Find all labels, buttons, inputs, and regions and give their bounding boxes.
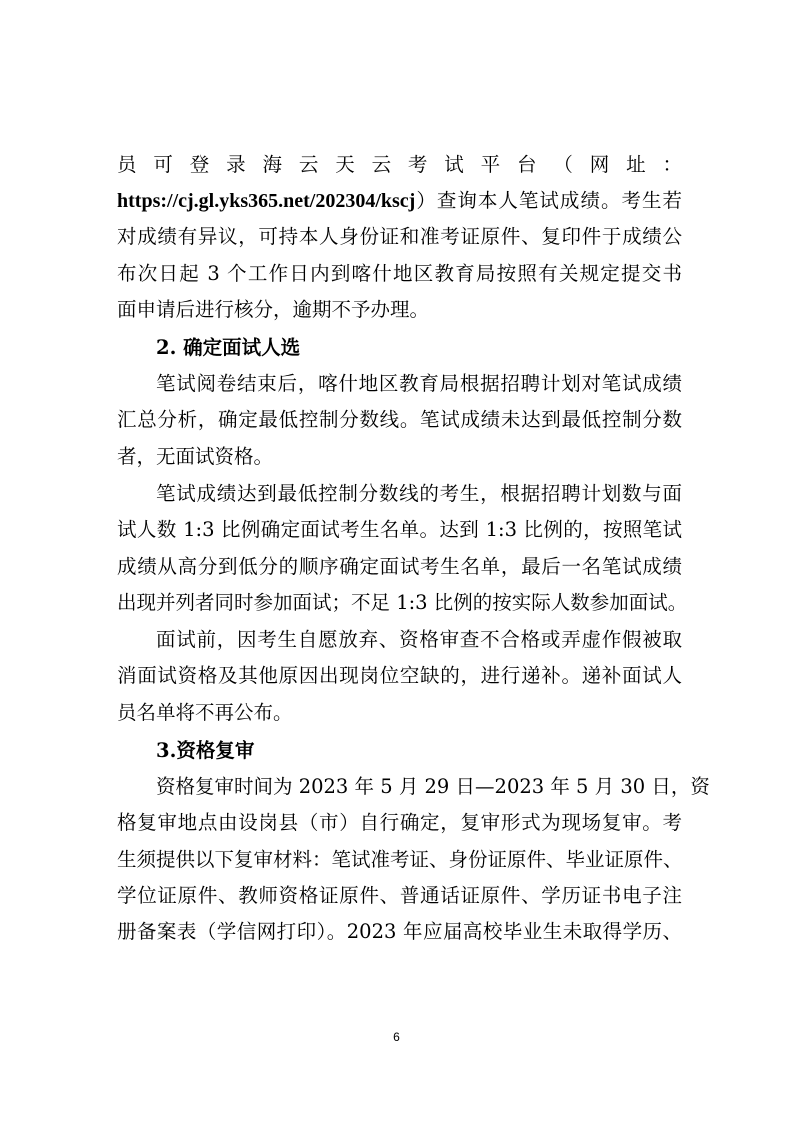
para1-line3: 对成绩有异议，可持本人身份证和准考证原件、复印件于成绩公 (117, 225, 682, 248)
para5-line1: 资格复审时间为 2023 年 5 月 29 日—2023 年 5 月 30 日，资 (156, 775, 710, 798)
para1-line2-rest: ）查询本人笔试成绩。考生若 (415, 189, 682, 212)
para5-line3: 生须提供以下复审材料：笔试准考证、身份证原件、毕业证原件、 (117, 848, 683, 871)
para4-line1: 面试前，因考生自愿放弃、资格审查不合格或弄虚作假被取 (156, 628, 682, 651)
para2-line2: 汇总分析，确定最低控制分数线。笔试成绩未达到最低控制分数 (117, 408, 682, 431)
score-query-url: https://cj.gl.yks365.net/202304/kscj (117, 190, 416, 212)
para1-line4: 布次日起 3 个工作日内到喀什地区教育局按照有关规定提交书 (117, 262, 682, 285)
section-heading-2: 2. 确定面试人选 (156, 336, 301, 359)
para4-line3: 员名单将不再公布。 (117, 701, 293, 724)
para3-line3: 成绩从高分到低分的顺序确定面试考生名单，最后一名笔试成绩 (117, 555, 682, 578)
para3-line2: 试人数 1:3 比例确定面试考生名单。达到 1:3 比例的，按照笔试 (117, 518, 682, 541)
para1-line1: 员 可 登 录 海 云 天 云 考 试 平 台 （ 网 址 ： (117, 153, 682, 176)
para1-line2 (117, 191, 682, 211)
para4-line2: 消面试资格及其他原因出现岗位空缺的，进行递补。递补面试人 (117, 664, 682, 687)
page-number: 6 (393, 1030, 400, 1044)
para5-line5: 册备案表（学信网打印）。2023 年应届高校毕业生未取得学历、 (117, 920, 682, 943)
para2-line1: 笔试阅卷结束后，喀什地区教育局根据招聘计划对笔试成绩 (156, 372, 682, 395)
section-heading-3: 3.资格复审 (156, 739, 255, 762)
para5-line2: 格复审地点由设岗县（市）自行确定，复审形式为现场复审。考 (117, 811, 682, 834)
para3-line1: 笔试成绩达到最低控制分数线的考生，根据招聘计划数与面 (156, 482, 682, 505)
para3-line4: 出现并列者同时参加面试；不足 1:3 比例的按实际人数参加面试。 (117, 591, 688, 614)
para5-line4: 学位证原件、教师资格证原件、普通话证原件、学历证书电子注 (117, 884, 682, 907)
para1-line5: 面申请后进行核分，逾期不予办理。 (117, 298, 430, 321)
para2-line3: 者，无面试资格。 (117, 445, 274, 468)
